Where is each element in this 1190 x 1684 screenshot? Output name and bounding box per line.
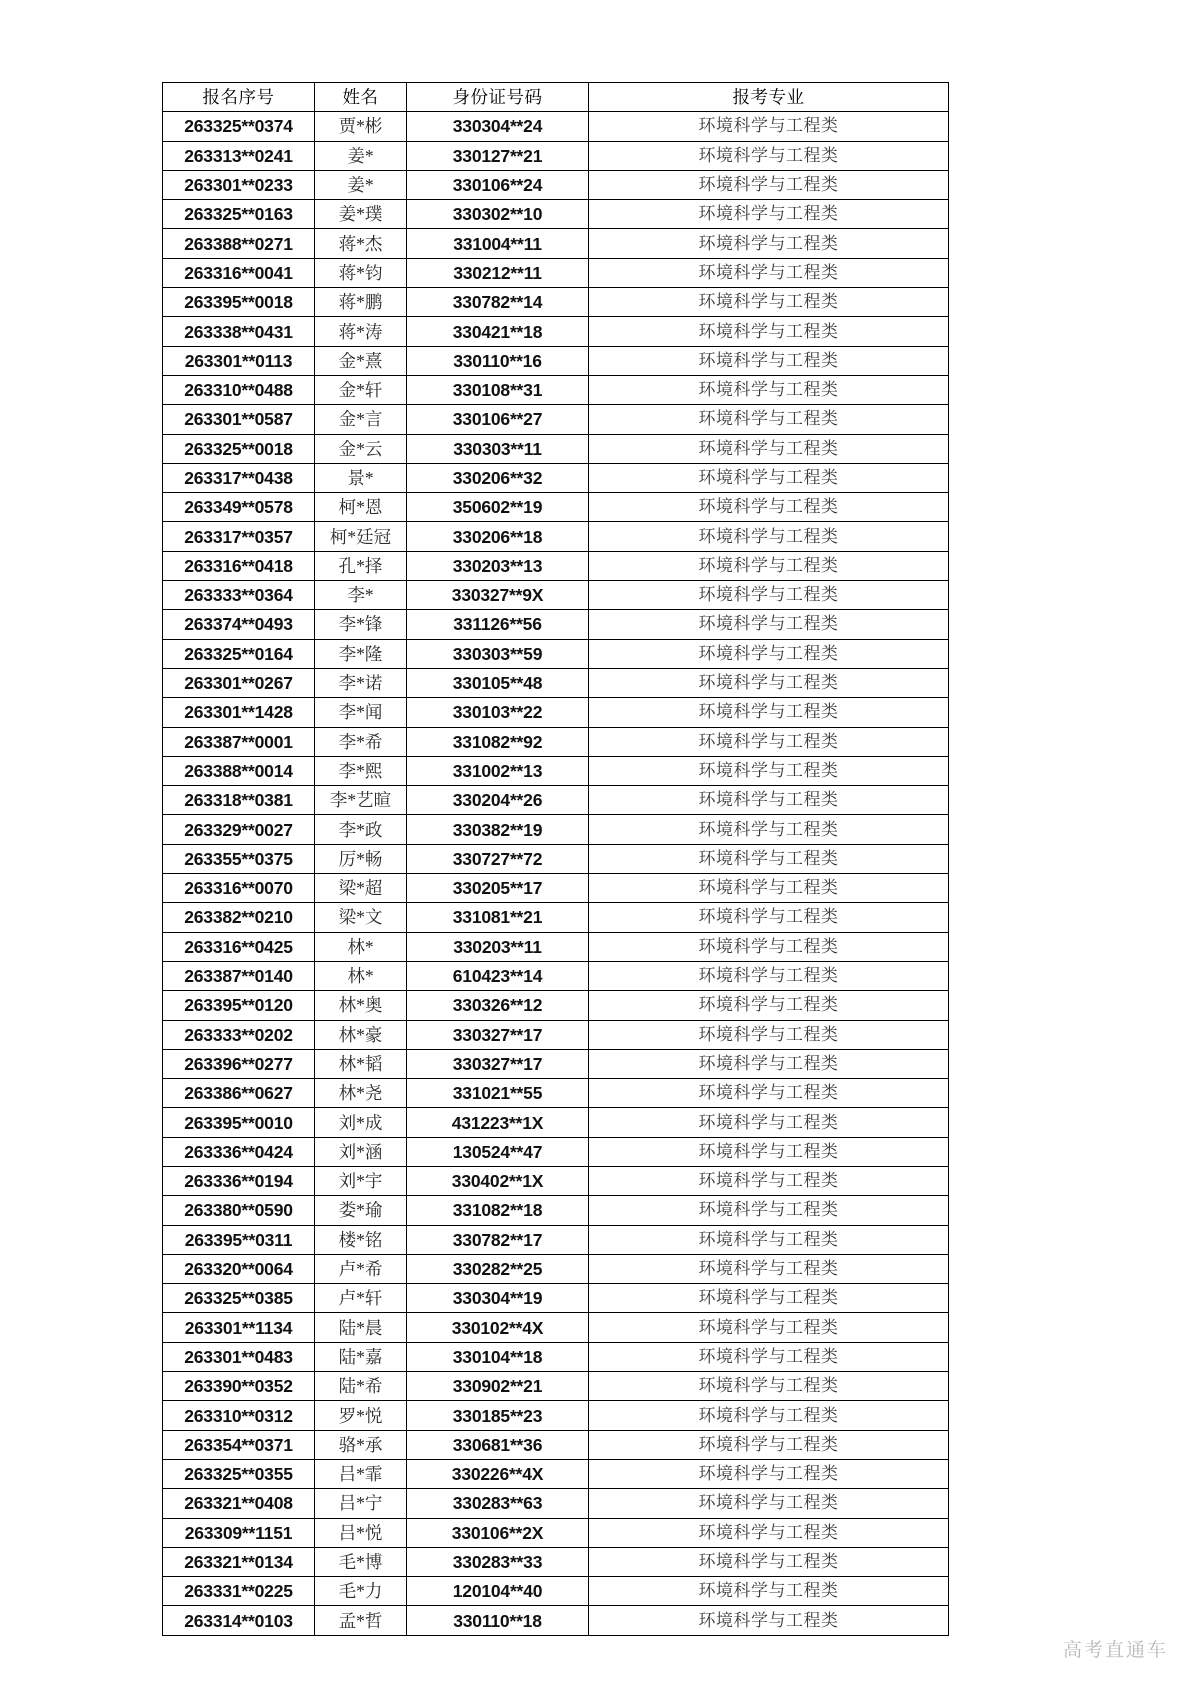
cell-name: 刘*涵 bbox=[315, 1137, 407, 1166]
cell-major: 环境科学与工程类 bbox=[589, 493, 949, 522]
cell-id-number: 330327**9X bbox=[407, 581, 589, 610]
cell-id-number: 330203**13 bbox=[407, 551, 589, 580]
cell-major: 环境科学与工程类 bbox=[589, 405, 949, 434]
cell-name: 李*锋 bbox=[315, 610, 407, 639]
cell-id-number: 330326**12 bbox=[407, 991, 589, 1020]
cell-name: 柯*恩 bbox=[315, 493, 407, 522]
table-row bbox=[163, 991, 949, 1020]
cell-registration-number: 263387**0001 bbox=[163, 727, 315, 756]
cell-registration-number: 263331**0225 bbox=[163, 1577, 315, 1606]
cell-id-number: 330205**17 bbox=[407, 874, 589, 903]
cell-registration-number: 263301**1134 bbox=[163, 1313, 315, 1342]
cell-registration-number: 263316**0070 bbox=[163, 874, 315, 903]
cell-id-number: 130524**47 bbox=[407, 1137, 589, 1166]
cell-registration-number: 263314**0103 bbox=[163, 1606, 315, 1635]
cell-major: 环境科学与工程类 bbox=[589, 1313, 949, 1342]
cell-major: 环境科学与工程类 bbox=[589, 1284, 949, 1313]
cell-name: 梁*文 bbox=[315, 903, 407, 932]
cell-id-number: 330110**16 bbox=[407, 346, 589, 375]
table-row bbox=[163, 1430, 949, 1459]
cell-id-number: 330327**17 bbox=[407, 1020, 589, 1049]
cell-name: 林* bbox=[315, 961, 407, 990]
cell-registration-number: 263388**0271 bbox=[163, 229, 315, 258]
cell-name: 金*轩 bbox=[315, 375, 407, 404]
cell-id-number: 330327**17 bbox=[407, 1049, 589, 1078]
table-row bbox=[163, 317, 949, 346]
table-row bbox=[163, 1577, 949, 1606]
cell-id-number: 331082**18 bbox=[407, 1196, 589, 1225]
cell-registration-number: 263316**0425 bbox=[163, 932, 315, 961]
cell-name: 梁*超 bbox=[315, 874, 407, 903]
cell-registration-number: 263325**0163 bbox=[163, 200, 315, 229]
cell-id-number: 331021**55 bbox=[407, 1079, 589, 1108]
cell-registration-number: 263395**0018 bbox=[163, 288, 315, 317]
table-row bbox=[163, 932, 949, 961]
table-row bbox=[163, 1254, 949, 1283]
cell-id-number: 330212**11 bbox=[407, 258, 589, 287]
cell-id-number: 330681**36 bbox=[407, 1430, 589, 1459]
cell-registration-number: 263325**0355 bbox=[163, 1459, 315, 1488]
cell-major: 环境科学与工程类 bbox=[589, 903, 949, 932]
table-row bbox=[163, 1166, 949, 1195]
cell-name: 姜*璞 bbox=[315, 200, 407, 229]
cell-registration-number: 263321**0134 bbox=[163, 1547, 315, 1576]
cell-major: 环境科学与工程类 bbox=[589, 991, 949, 1020]
cell-name: 孟*哲 bbox=[315, 1606, 407, 1635]
cell-major: 环境科学与工程类 bbox=[589, 932, 949, 961]
cell-major: 环境科学与工程类 bbox=[589, 434, 949, 463]
table-row bbox=[163, 375, 949, 404]
cell-id-number: 330727**72 bbox=[407, 844, 589, 873]
cell-name: 厉*畅 bbox=[315, 844, 407, 873]
cell-major: 环境科学与工程类 bbox=[589, 1430, 949, 1459]
cell-major: 环境科学与工程类 bbox=[589, 1489, 949, 1518]
cell-name: 李*熙 bbox=[315, 756, 407, 785]
cell-id-number: 330102**4X bbox=[407, 1313, 589, 1342]
cell-name: 柯*廷冠 bbox=[315, 522, 407, 551]
cell-registration-number: 263329**0027 bbox=[163, 815, 315, 844]
cell-major: 环境科学与工程类 bbox=[589, 1166, 949, 1195]
cell-id-number: 330402**1X bbox=[407, 1166, 589, 1195]
cell-major: 环境科学与工程类 bbox=[589, 1518, 949, 1547]
cell-major: 环境科学与工程类 bbox=[589, 1547, 949, 1576]
cell-major: 环境科学与工程类 bbox=[589, 346, 949, 375]
table-row bbox=[163, 551, 949, 580]
table-row bbox=[163, 493, 949, 522]
table-row bbox=[163, 522, 949, 551]
cell-name: 吕*悦 bbox=[315, 1518, 407, 1547]
cell-name: 刘*宇 bbox=[315, 1166, 407, 1195]
table-header-row bbox=[163, 83, 949, 112]
cell-id-number: 431223**1X bbox=[407, 1108, 589, 1137]
cell-name: 景* bbox=[315, 463, 407, 492]
table-row bbox=[163, 200, 949, 229]
cell-name: 楼*铭 bbox=[315, 1225, 407, 1254]
cell-major: 环境科学与工程类 bbox=[589, 1049, 949, 1078]
table-row bbox=[163, 1049, 949, 1078]
cell-major: 环境科学与工程类 bbox=[589, 1108, 949, 1137]
cell-registration-number: 263310**0312 bbox=[163, 1401, 315, 1430]
cell-name: 毛*力 bbox=[315, 1577, 407, 1606]
cell-name: 金*言 bbox=[315, 405, 407, 434]
cell-registration-number: 263316**0418 bbox=[163, 551, 315, 580]
cell-registration-number: 263325**0385 bbox=[163, 1284, 315, 1313]
cell-name: 陆*晨 bbox=[315, 1313, 407, 1342]
cell-name: 李*艺暄 bbox=[315, 786, 407, 815]
cell-major: 环境科学与工程类 bbox=[589, 170, 949, 199]
cell-major: 环境科学与工程类 bbox=[589, 1372, 949, 1401]
table-row bbox=[163, 610, 949, 639]
table-row bbox=[163, 258, 949, 287]
cell-registration-number: 263380**0590 bbox=[163, 1196, 315, 1225]
cell-id-number: 330302**10 bbox=[407, 200, 589, 229]
table-row bbox=[163, 961, 949, 990]
cell-id-number: 330282**25 bbox=[407, 1254, 589, 1283]
cell-registration-number: 263318**0381 bbox=[163, 786, 315, 815]
column-header-name: 姓名 bbox=[315, 83, 407, 112]
cell-name: 刘*成 bbox=[315, 1108, 407, 1137]
table-row bbox=[163, 815, 949, 844]
cell-major: 环境科学与工程类 bbox=[589, 200, 949, 229]
cell-name: 毛*博 bbox=[315, 1547, 407, 1576]
cell-name: 林* bbox=[315, 932, 407, 961]
cell-registration-number: 263317**0438 bbox=[163, 463, 315, 492]
table-row bbox=[163, 1284, 949, 1313]
cell-registration-number: 263301**0483 bbox=[163, 1342, 315, 1371]
cell-name: 卢*希 bbox=[315, 1254, 407, 1283]
cell-name: 蒋*钧 bbox=[315, 258, 407, 287]
table-row bbox=[163, 1459, 949, 1488]
cell-id-number: 330782**17 bbox=[407, 1225, 589, 1254]
cell-registration-number: 263333**0364 bbox=[163, 581, 315, 610]
cell-id-number: 330303**59 bbox=[407, 639, 589, 668]
cell-id-number: 330902**21 bbox=[407, 1372, 589, 1401]
cell-major: 环境科学与工程类 bbox=[589, 317, 949, 346]
cell-major: 环境科学与工程类 bbox=[589, 961, 949, 990]
cell-name: 蒋*杰 bbox=[315, 229, 407, 258]
cell-major: 环境科学与工程类 bbox=[589, 1342, 949, 1371]
cell-id-number: 331082**92 bbox=[407, 727, 589, 756]
cell-id-number: 330304**19 bbox=[407, 1284, 589, 1313]
table-row bbox=[163, 698, 949, 727]
cell-id-number: 120104**40 bbox=[407, 1577, 589, 1606]
cell-major: 环境科学与工程类 bbox=[589, 288, 949, 317]
cell-id-number: 330185**23 bbox=[407, 1401, 589, 1430]
table-row bbox=[163, 1313, 949, 1342]
cell-registration-number: 263310**0488 bbox=[163, 375, 315, 404]
table-row bbox=[163, 434, 949, 463]
cell-major: 环境科学与工程类 bbox=[589, 112, 949, 141]
cell-id-number: 331004**11 bbox=[407, 229, 589, 258]
cell-name: 李*隆 bbox=[315, 639, 407, 668]
cell-registration-number: 263320**0064 bbox=[163, 1254, 315, 1283]
cell-id-number: 330203**11 bbox=[407, 932, 589, 961]
table-row bbox=[163, 170, 949, 199]
cell-major: 环境科学与工程类 bbox=[589, 1577, 949, 1606]
table-row bbox=[163, 229, 949, 258]
cell-major: 环境科学与工程类 bbox=[589, 815, 949, 844]
table-row bbox=[163, 1401, 949, 1430]
cell-major: 环境科学与工程类 bbox=[589, 375, 949, 404]
cell-major: 环境科学与工程类 bbox=[589, 229, 949, 258]
cell-major: 环境科学与工程类 bbox=[589, 1225, 949, 1254]
table-row bbox=[163, 756, 949, 785]
cell-registration-number: 263301**0233 bbox=[163, 170, 315, 199]
cell-id-number: 330283**63 bbox=[407, 1489, 589, 1518]
cell-registration-number: 263349**0578 bbox=[163, 493, 315, 522]
table-body bbox=[163, 112, 949, 1635]
cell-id-number: 330104**18 bbox=[407, 1342, 589, 1371]
cell-registration-number: 263382**0210 bbox=[163, 903, 315, 932]
cell-registration-number: 263395**0010 bbox=[163, 1108, 315, 1137]
cell-name: 娄*瑜 bbox=[315, 1196, 407, 1225]
cell-registration-number: 263325**0018 bbox=[163, 434, 315, 463]
table-row bbox=[163, 405, 949, 434]
cell-id-number: 331002**13 bbox=[407, 756, 589, 785]
cell-id-number: 330206**18 bbox=[407, 522, 589, 551]
table-row bbox=[163, 112, 949, 141]
table-row bbox=[163, 639, 949, 668]
column-header-major: 报考专业 bbox=[589, 83, 949, 112]
cell-name: 孔*择 bbox=[315, 551, 407, 580]
table-row bbox=[163, 1518, 949, 1547]
watermark: 高考直通车 bbox=[1062, 1640, 1168, 1661]
table-row bbox=[163, 1372, 949, 1401]
cell-id-number: 330283**33 bbox=[407, 1547, 589, 1576]
cell-id-number: 330206**32 bbox=[407, 463, 589, 492]
table-row bbox=[163, 1137, 949, 1166]
cell-registration-number: 263395**0120 bbox=[163, 991, 315, 1020]
cell-registration-number: 263338**0431 bbox=[163, 317, 315, 346]
cell-id-number: 330106**2X bbox=[407, 1518, 589, 1547]
cell-id-number: 330103**22 bbox=[407, 698, 589, 727]
cell-registration-number: 263313**0241 bbox=[163, 141, 315, 170]
cell-major: 环境科学与工程类 bbox=[589, 141, 949, 170]
table-row bbox=[163, 1225, 949, 1254]
table-row bbox=[163, 903, 949, 932]
cell-id-number: 330106**27 bbox=[407, 405, 589, 434]
cell-registration-number: 263396**0277 bbox=[163, 1049, 315, 1078]
cell-name: 李*闻 bbox=[315, 698, 407, 727]
cell-major: 环境科学与工程类 bbox=[589, 727, 949, 756]
cell-id-number: 330382**19 bbox=[407, 815, 589, 844]
cell-registration-number: 263388**0014 bbox=[163, 756, 315, 785]
table-row bbox=[163, 463, 949, 492]
table-row bbox=[163, 1489, 949, 1518]
cell-id-number: 330204**26 bbox=[407, 786, 589, 815]
cell-name: 李* bbox=[315, 581, 407, 610]
table-row bbox=[163, 844, 949, 873]
cell-major: 环境科学与工程类 bbox=[589, 786, 949, 815]
cell-name: 金*云 bbox=[315, 434, 407, 463]
cell-name: 林*尧 bbox=[315, 1079, 407, 1108]
cell-registration-number: 263316**0041 bbox=[163, 258, 315, 287]
table-row bbox=[163, 1342, 949, 1371]
cell-major: 环境科学与工程类 bbox=[589, 1196, 949, 1225]
cell-major: 环境科学与工程类 bbox=[589, 874, 949, 903]
cell-major: 环境科学与工程类 bbox=[589, 1020, 949, 1049]
cell-major: 环境科学与工程类 bbox=[589, 1401, 949, 1430]
cell-registration-number: 263390**0352 bbox=[163, 1372, 315, 1401]
cell-name: 贾*彬 bbox=[315, 112, 407, 141]
cell-name: 陆*嘉 bbox=[315, 1342, 407, 1371]
cell-registration-number: 263309**1151 bbox=[163, 1518, 315, 1547]
cell-name: 罗*悦 bbox=[315, 1401, 407, 1430]
table-row bbox=[163, 1606, 949, 1635]
cell-registration-number: 263395**0311 bbox=[163, 1225, 315, 1254]
cell-major: 环境科学与工程类 bbox=[589, 522, 949, 551]
cell-registration-number: 263301**0113 bbox=[163, 346, 315, 375]
cell-name: 金*熹 bbox=[315, 346, 407, 375]
cell-name: 蒋*涛 bbox=[315, 317, 407, 346]
cell-registration-number: 263317**0357 bbox=[163, 522, 315, 551]
table-row bbox=[163, 1196, 949, 1225]
cell-name: 姜* bbox=[315, 141, 407, 170]
cell-major: 环境科学与工程类 bbox=[589, 844, 949, 873]
table-row bbox=[163, 668, 949, 697]
cell-registration-number: 263336**0424 bbox=[163, 1137, 315, 1166]
cell-major: 环境科学与工程类 bbox=[589, 463, 949, 492]
cell-name: 陆*希 bbox=[315, 1372, 407, 1401]
cell-major: 环境科学与工程类 bbox=[589, 551, 949, 580]
cell-major: 环境科学与工程类 bbox=[589, 258, 949, 287]
column-header-registration-number: 报名序号 bbox=[163, 83, 315, 112]
column-header-id-number: 身份证号码 bbox=[407, 83, 589, 112]
cell-registration-number: 263301**0587 bbox=[163, 405, 315, 434]
cell-name: 骆*承 bbox=[315, 1430, 407, 1459]
cell-name: 李*诺 bbox=[315, 668, 407, 697]
cell-id-number: 330105**48 bbox=[407, 668, 589, 697]
cell-registration-number: 263355**0375 bbox=[163, 844, 315, 873]
cell-registration-number: 263386**0627 bbox=[163, 1079, 315, 1108]
cell-major: 环境科学与工程类 bbox=[589, 668, 949, 697]
cell-major: 环境科学与工程类 bbox=[589, 1459, 949, 1488]
cell-registration-number: 263354**0371 bbox=[163, 1430, 315, 1459]
cell-name: 吕*霏 bbox=[315, 1459, 407, 1488]
cell-major: 环境科学与工程类 bbox=[589, 581, 949, 610]
cell-name: 卢*轩 bbox=[315, 1284, 407, 1313]
table-row bbox=[163, 1020, 949, 1049]
cell-major: 环境科学与工程类 bbox=[589, 698, 949, 727]
cell-major: 环境科学与工程类 bbox=[589, 610, 949, 639]
cell-id-number: 330127**21 bbox=[407, 141, 589, 170]
cell-registration-number: 263325**0374 bbox=[163, 112, 315, 141]
table-row bbox=[163, 874, 949, 903]
table-row bbox=[163, 288, 949, 317]
roster-table-container bbox=[162, 82, 948, 1636]
table-row bbox=[163, 786, 949, 815]
table-row bbox=[163, 141, 949, 170]
cell-name: 蒋*鹏 bbox=[315, 288, 407, 317]
cell-id-number: 350602**19 bbox=[407, 493, 589, 522]
cell-registration-number: 263321**0408 bbox=[163, 1489, 315, 1518]
table-row bbox=[163, 1108, 949, 1137]
cell-id-number: 331126**56 bbox=[407, 610, 589, 639]
cell-major: 环境科学与工程类 bbox=[589, 756, 949, 785]
cell-registration-number: 263374**0493 bbox=[163, 610, 315, 639]
cell-registration-number: 263325**0164 bbox=[163, 639, 315, 668]
cell-id-number: 330303**11 bbox=[407, 434, 589, 463]
cell-id-number: 330106**24 bbox=[407, 170, 589, 199]
cell-registration-number: 263333**0202 bbox=[163, 1020, 315, 1049]
cell-registration-number: 263336**0194 bbox=[163, 1166, 315, 1195]
cell-id-number: 330304**24 bbox=[407, 112, 589, 141]
cell-major: 环境科学与工程类 bbox=[589, 1254, 949, 1283]
table-row bbox=[163, 581, 949, 610]
cell-name: 林*奥 bbox=[315, 991, 407, 1020]
table-row bbox=[163, 1547, 949, 1576]
cell-registration-number: 263301**0267 bbox=[163, 668, 315, 697]
applicant-roster-table bbox=[162, 82, 949, 1636]
cell-id-number: 330782**14 bbox=[407, 288, 589, 317]
cell-major: 环境科学与工程类 bbox=[589, 1079, 949, 1108]
table-row bbox=[163, 346, 949, 375]
cell-id-number: 330108**31 bbox=[407, 375, 589, 404]
cell-name: 林*韬 bbox=[315, 1049, 407, 1078]
cell-registration-number: 263301**1428 bbox=[163, 698, 315, 727]
cell-name: 林*豪 bbox=[315, 1020, 407, 1049]
cell-major: 环境科学与工程类 bbox=[589, 1606, 949, 1635]
cell-id-number: 330421**18 bbox=[407, 317, 589, 346]
cell-id-number: 331081**21 bbox=[407, 903, 589, 932]
cell-id-number: 330226**4X bbox=[407, 1459, 589, 1488]
cell-name: 吕*宁 bbox=[315, 1489, 407, 1518]
table-row bbox=[163, 1079, 949, 1108]
table-header bbox=[163, 83, 949, 112]
cell-id-number: 610423**14 bbox=[407, 961, 589, 990]
table-row bbox=[163, 727, 949, 756]
cell-name: 姜* bbox=[315, 170, 407, 199]
cell-registration-number: 263387**0140 bbox=[163, 961, 315, 990]
cell-id-number: 330110**18 bbox=[407, 1606, 589, 1635]
cell-name: 李*希 bbox=[315, 727, 407, 756]
cell-name: 李*政 bbox=[315, 815, 407, 844]
cell-major: 环境科学与工程类 bbox=[589, 1137, 949, 1166]
cell-major: 环境科学与工程类 bbox=[589, 639, 949, 668]
